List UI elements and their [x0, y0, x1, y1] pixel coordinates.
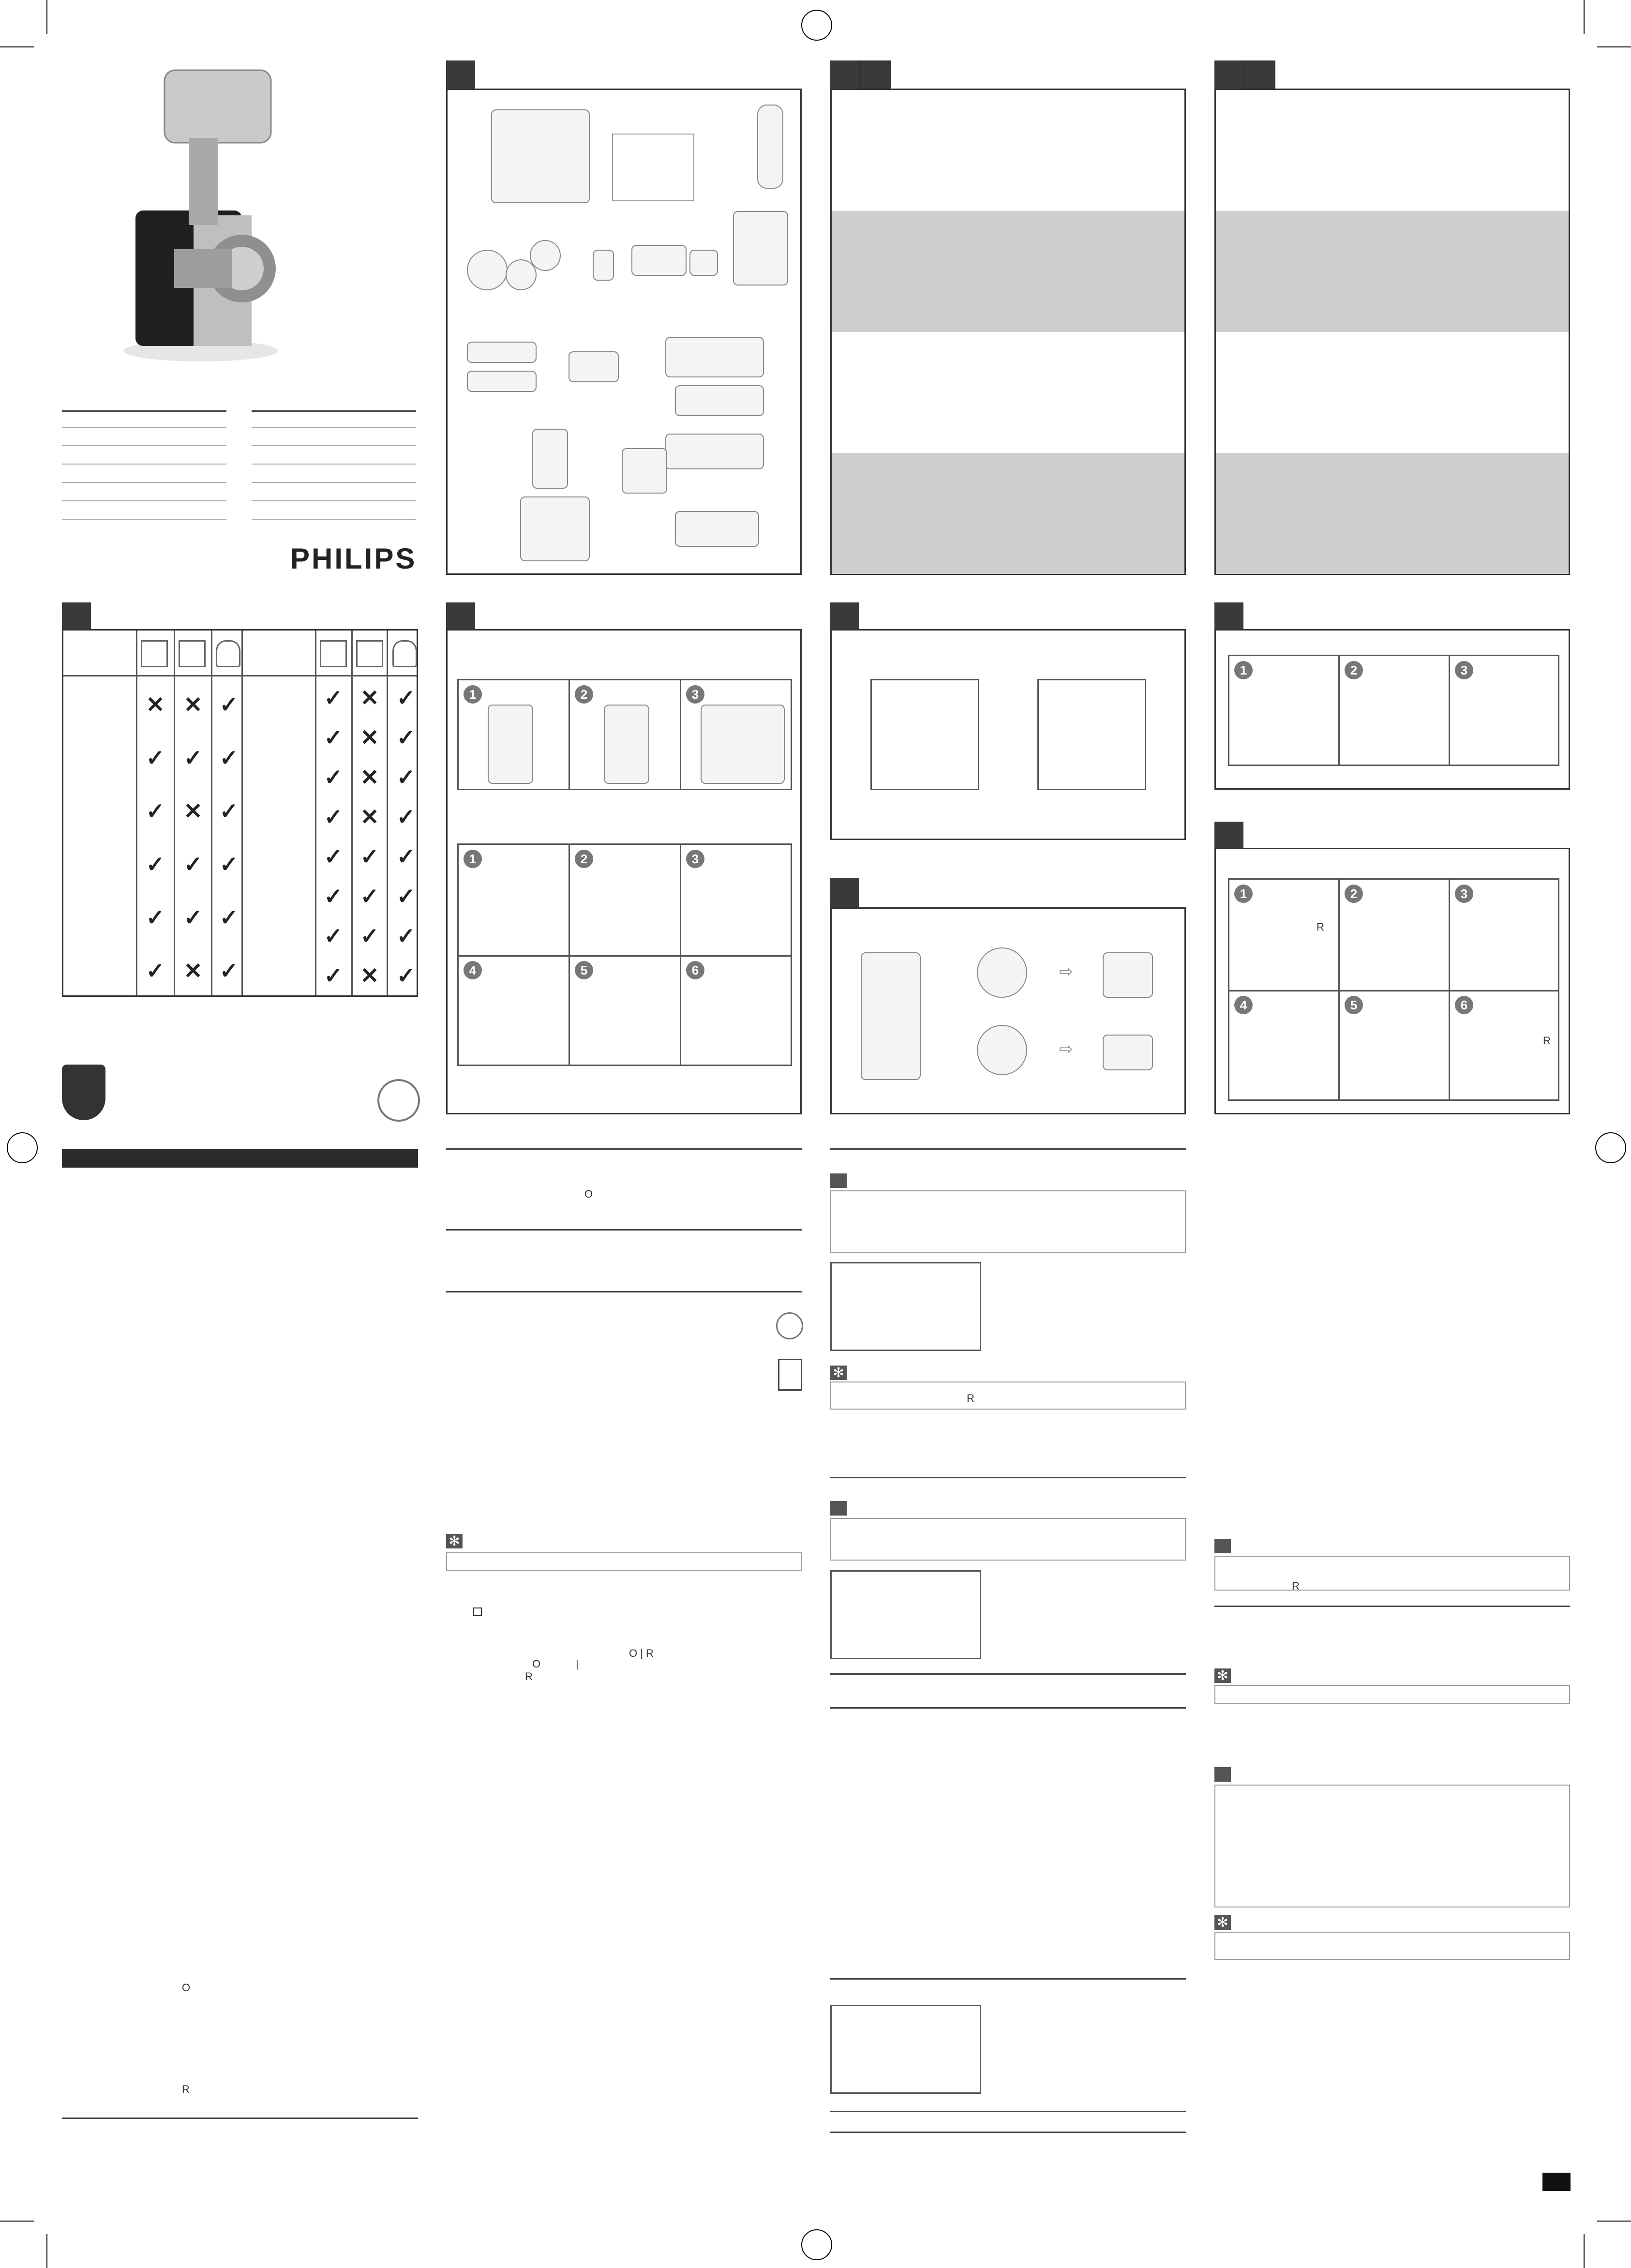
section-badge: [1214, 822, 1243, 851]
check-icon: ✓: [183, 905, 203, 930]
rule: [252, 427, 416, 428]
step-strip: [457, 679, 792, 790]
rule: [62, 519, 226, 520]
arrow-icon: ⇨: [1059, 962, 1073, 981]
disassembly-row: [1216, 211, 1569, 332]
check-icon: ✓: [396, 884, 416, 909]
note-box: [830, 1190, 1186, 1253]
rule: [446, 1229, 802, 1231]
check-icon: ✓: [324, 844, 343, 869]
registration-mark-bottom: [801, 2229, 832, 2260]
slicing-panel: [830, 907, 1186, 1114]
plate-set-sketch: [675, 511, 759, 547]
rule: [830, 1148, 1186, 1150]
check-icon: ✓: [396, 963, 416, 988]
assembly-row: [832, 90, 1184, 211]
step-number: 3: [686, 850, 704, 868]
tip-box: [446, 1552, 802, 1571]
check-icon: ✓: [324, 804, 343, 829]
weee-bin-icon: [778, 1359, 802, 1391]
food-pusher-sketch: [757, 105, 783, 189]
step-number: 1: [1234, 661, 1253, 679]
step-grid: [1228, 878, 1559, 1101]
cord-storage-frame: [1037, 679, 1146, 790]
product-photo: [116, 60, 285, 370]
wipe-cloth-icon: [216, 640, 240, 667]
release-panel: [1214, 629, 1570, 790]
kebbe-cone-sketch: [604, 705, 649, 784]
crop-mark: [0, 2221, 34, 2222]
cleaning-table: [62, 629, 418, 997]
check-icon: ✓: [324, 884, 343, 909]
kebbe-attachment-sketch: [569, 351, 619, 382]
ring-nut-sketch: [467, 250, 508, 290]
storage-box-sketch: [665, 337, 764, 377]
brand-logo: PHILIPS: [290, 542, 417, 575]
step-number: 3: [686, 685, 704, 704]
step-number: 2: [1345, 885, 1363, 903]
check-icon: ✓: [146, 905, 165, 930]
check-icon: ✓: [146, 745, 165, 770]
section-badge: [446, 60, 475, 90]
cross-icon: ✕: [360, 804, 379, 829]
brush-cleaning-sketch: [701, 705, 785, 784]
shredding-drum-sketch: [977, 1025, 1027, 1075]
tip-icon: ✻: [1214, 1915, 1231, 1930]
step-number: 3: [1455, 661, 1473, 679]
check-icon: ✓: [396, 765, 416, 790]
cleaning-steps-panel: [446, 629, 802, 1114]
cross-icon: ✕: [360, 685, 379, 710]
rule: [252, 482, 416, 483]
assembly-row: [832, 211, 1184, 332]
rule: [830, 2132, 1186, 2133]
check-icon: ✓: [360, 923, 379, 948]
blade-sketch: [593, 250, 614, 281]
tray-sketch: [675, 385, 764, 416]
usage-illustration: [830, 2005, 981, 2094]
disassembly-panel: [1214, 89, 1570, 575]
step-strip: [1228, 655, 1559, 766]
check-icon: ✓: [396, 923, 416, 948]
disassembly-row: [1216, 453, 1569, 574]
sausage-horn-sketch: [467, 342, 537, 363]
assembly-panel: [830, 89, 1186, 575]
tip-icon: ✻: [830, 1366, 847, 1380]
assembly-row: [832, 453, 1184, 574]
rule: [446, 1148, 802, 1150]
sliced-result-sketch: [1103, 952, 1153, 998]
switch-mark-r: R: [967, 1392, 974, 1404]
philips-shield-icon: [62, 1065, 105, 1120]
assembly-header: [859, 60, 891, 90]
cross-icon: ✕: [183, 692, 203, 717]
cord-storage-inset: [612, 134, 694, 201]
step-number: 2: [575, 850, 593, 868]
rule: [62, 410, 226, 412]
tip-box: [1214, 1685, 1570, 1704]
language-bar: [62, 1149, 418, 1168]
dishwasher-icon: [320, 640, 347, 667]
switch-mark-r: R: [1292, 1580, 1300, 1592]
cross-icon: ✕: [146, 692, 165, 717]
rule: [252, 519, 416, 520]
coupling-sketch: [689, 250, 718, 276]
check-icon: ✓: [219, 745, 239, 770]
rule: [62, 482, 226, 483]
check-icon: ✓: [146, 798, 165, 824]
switch-mark-i: |: [576, 1658, 579, 1670]
switch-mark-r: R: [182, 2083, 190, 2095]
crop-mark: [1584, 0, 1585, 34]
cross-icon: ✕: [360, 963, 379, 988]
rule: [62, 464, 226, 465]
cross-icon: ✕: [360, 765, 379, 790]
note-icon: [830, 1173, 847, 1188]
rule: [252, 410, 416, 412]
rule: [830, 1707, 1186, 1709]
check-icon: ✓: [360, 844, 379, 869]
screw-sketch: [631, 245, 687, 276]
check-icon: ✓: [219, 692, 239, 717]
check-icon: ✓: [396, 804, 416, 829]
check-icon: ✓: [219, 798, 239, 824]
check-icon: ✓: [324, 963, 343, 988]
crop-mark: [1597, 2221, 1631, 2222]
sausage-horn-sketch: [467, 371, 537, 392]
pusher-sketch: [532, 429, 568, 489]
check-icon: ✓: [324, 685, 343, 710]
section-badge: [1214, 60, 1243, 90]
rule: [830, 1673, 1186, 1675]
vegetables-sketch: [861, 952, 921, 1080]
rule: [252, 464, 416, 465]
step-number: 5: [575, 961, 593, 979]
step-number: 4: [1234, 996, 1253, 1014]
mincer-head-sketch: [733, 211, 788, 285]
switch-mark-o: O: [182, 1982, 191, 1994]
slicing-drum-sketch: [977, 947, 1027, 998]
step-number: 5: [1345, 996, 1363, 1014]
check-icon: ✓: [146, 958, 165, 983]
recycle-icon: [377, 1079, 420, 1122]
usage-illustration: [830, 1262, 981, 1351]
crop-mark: [1597, 46, 1631, 47]
note-box: [1214, 1785, 1570, 1908]
tip-box: [1214, 1932, 1570, 1960]
check-icon: ✓: [219, 852, 239, 877]
switch-mark-r: R: [1317, 921, 1324, 933]
section-badge: [830, 60, 859, 90]
step-number: 4: [464, 961, 482, 979]
motor-unit-sketch: [491, 109, 590, 203]
step-grid: [457, 843, 792, 1066]
switch-mark-r: R: [1543, 1035, 1551, 1047]
parts-overview-panel: [446, 89, 802, 575]
check-icon: ✓: [360, 884, 379, 909]
storage-box-frame: [870, 679, 979, 790]
unlock-icon: [473, 1607, 482, 1616]
disassembly-row: [1216, 90, 1569, 211]
note-box: [830, 1518, 1186, 1561]
check-icon: ✓: [396, 685, 416, 710]
assembly-row: [832, 332, 1184, 453]
rule: [446, 1291, 802, 1292]
crop-mark: [46, 0, 47, 34]
tip-icon: ✻: [446, 1534, 463, 1548]
section-badge: [830, 602, 859, 631]
crop-mark: [46, 2234, 47, 2268]
rule: [252, 445, 416, 446]
storage-panel: [830, 629, 1186, 840]
recycle-icon: [776, 1312, 803, 1339]
arrow-icon: ⇨: [1059, 1040, 1073, 1058]
switch-mark-oir: O | R: [629, 1647, 654, 1659]
section-badge: [1214, 602, 1243, 631]
step-number: 3: [1455, 885, 1473, 903]
switch-mark-r: R: [525, 1670, 533, 1682]
rule: [830, 2111, 1186, 2112]
cutting-plate-sketch: [530, 240, 561, 271]
check-icon: ✓: [183, 852, 203, 877]
step-number: 2: [575, 685, 593, 704]
registration-mark-right: [1595, 1132, 1626, 1163]
cross-icon: ✕: [360, 725, 379, 750]
rule: [62, 2118, 418, 2119]
rule: [62, 500, 226, 501]
check-icon: ✓: [219, 905, 239, 930]
switch-mark-o: O: [584, 1188, 593, 1200]
slicer-head-sketch: [520, 496, 590, 561]
note-icon: [1214, 1767, 1231, 1782]
dishwasher-rack-icon: [356, 640, 383, 667]
tip-box: [830, 1382, 1186, 1410]
check-icon: ✓: [219, 958, 239, 983]
shredded-result-sketch: [1103, 1035, 1153, 1070]
wipe-cloth-icon: [392, 640, 417, 667]
crop-mark: [1584, 2234, 1585, 2268]
check-icon: ✓: [183, 745, 203, 770]
registration-mark-top: [801, 10, 832, 41]
kebbe-cone-sketch: [488, 705, 533, 784]
cross-icon: ✕: [183, 958, 203, 983]
check-icon: ✓: [324, 923, 343, 948]
step-number: 1: [464, 850, 482, 868]
step-number: 2: [1345, 661, 1363, 679]
section-badge: [62, 602, 91, 631]
cutting-cone-sketch: [622, 448, 667, 494]
usage-illustration: [830, 1570, 981, 1659]
reverse-panel: [1214, 848, 1570, 1114]
note-icon: [1214, 1539, 1231, 1553]
check-icon: ✓: [146, 852, 165, 877]
step-number: 1: [464, 685, 482, 704]
rule: [62, 427, 226, 428]
note-box: [1214, 1556, 1570, 1591]
cross-icon: ✕: [183, 798, 203, 824]
rule: [62, 445, 226, 446]
check-icon: ✓: [396, 844, 416, 869]
check-icon: ✓: [324, 725, 343, 750]
rule: [1214, 1606, 1570, 1607]
dishwasher-icon: [141, 640, 168, 667]
step-number: 6: [1455, 996, 1473, 1014]
rule: [830, 1477, 1186, 1478]
check-icon: ✓: [396, 725, 416, 750]
section-badge: [446, 602, 475, 631]
step-number: 6: [686, 961, 704, 979]
step-number: 1: [1234, 885, 1253, 903]
rule: [252, 500, 416, 501]
check-icon: ✓: [324, 765, 343, 790]
page-number-block: [1542, 2173, 1571, 2191]
crop-mark: [0, 46, 34, 47]
tip-icon: ✻: [1214, 1668, 1231, 1683]
registration-mark-left: [7, 1132, 38, 1163]
rule: [830, 1978, 1186, 1980]
section-badge: [830, 878, 859, 907]
note-icon: [830, 1501, 847, 1516]
disassembly-header: [1243, 60, 1275, 90]
dishwasher-rack-icon: [179, 640, 206, 667]
tray-sketch: [665, 434, 764, 469]
switch-mark-o: O: [532, 1658, 541, 1670]
disassembly-row: [1216, 332, 1569, 453]
